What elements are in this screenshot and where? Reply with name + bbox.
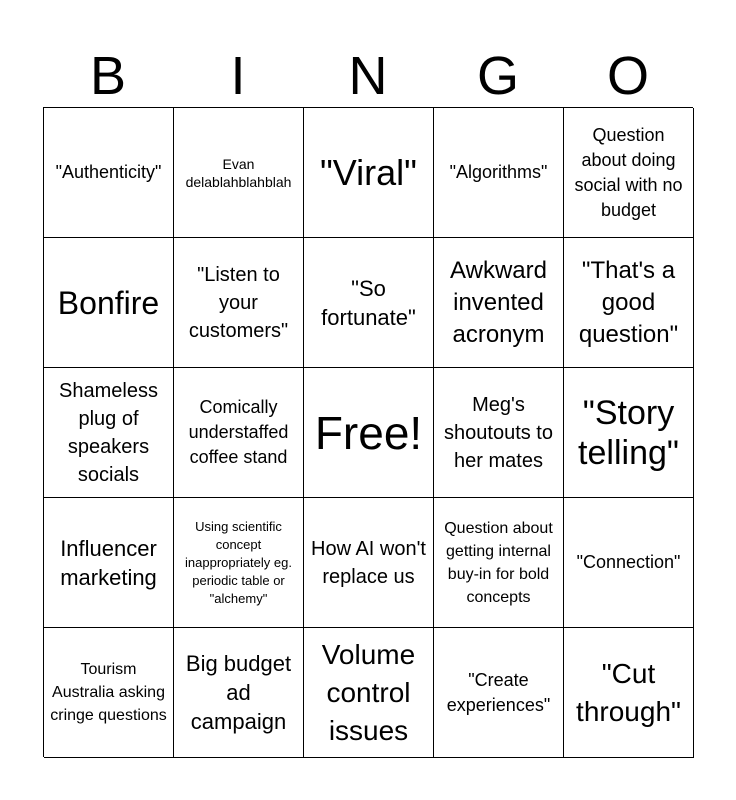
cell-text: How AI won't replace us (311, 537, 426, 588)
cell-text: Volume control issues (321, 638, 416, 746)
bingo-cell[interactable] (434, 628, 564, 758)
cell-text: Question about getting internal buy-in for bold concepts (444, 519, 553, 606)
cell-text: Meg's shoutouts to her mates (444, 393, 553, 472)
bingo-cell[interactable] (304, 498, 434, 628)
header-letter-n: N (348, 46, 388, 106)
bingo-cell[interactable] (304, 628, 434, 758)
bingo-header (43, 46, 693, 106)
cell-text: Tourism Australia asking cringe questions (50, 661, 167, 724)
bingo-cell[interactable] (304, 108, 434, 238)
bingo-cell[interactable] (174, 238, 304, 368)
cell-text: "That's a good question" (578, 256, 679, 348)
cell-text: "Authenticity" (55, 162, 162, 182)
cell-text: Question about doing social with no budget (574, 124, 683, 220)
bingo-cell[interactable] (44, 108, 174, 238)
cell-text: Bonfire (57, 284, 160, 321)
bingo-cell[interactable] (304, 238, 434, 368)
cell-text: "Listen to your customers" (188, 263, 289, 342)
cell-text: Free! (314, 406, 423, 459)
bingo-cell[interactable] (44, 628, 174, 758)
bingo-cell[interactable] (44, 238, 174, 368)
cell-text: Comically understaffed coffee stand (188, 397, 289, 467)
cell-text: Awkward invented acronym (450, 256, 547, 348)
bingo-cell[interactable] (44, 368, 174, 498)
bingo-cell[interactable] (44, 498, 174, 628)
bingo-cell[interactable] (174, 108, 304, 238)
bingo-cell[interactable] (564, 368, 694, 498)
bingo-cell[interactable] (174, 628, 304, 758)
cell-text: Using scientific concept inappropriately eg. periodic table or "alchemy" (185, 518, 292, 606)
cell-text: Evan delablahblahblah (185, 155, 292, 190)
bingo-cell[interactable] (434, 108, 564, 238)
bingo-cell[interactable] (564, 108, 694, 238)
cell-text: "Create experiences" (446, 669, 551, 715)
bingo-cell[interactable] (174, 368, 304, 498)
bingo-cell[interactable] (564, 238, 694, 368)
bingo-cell[interactable] (564, 628, 694, 758)
bingo-cell[interactable] (434, 368, 564, 498)
header-letter-b: B (89, 46, 127, 106)
cell-text: "Viral" (320, 151, 417, 193)
cell-text: "Cut through" (576, 657, 681, 727)
cell-text: Big budget ad campaign (185, 651, 292, 734)
bingo-cell[interactable] (434, 238, 564, 368)
cell-text: Shameless plug of speakers socials (59, 379, 158, 486)
bingo-cell[interactable] (174, 498, 304, 628)
cell-text: "Story telling" (578, 393, 679, 472)
cell-text: "So fortunate" (321, 275, 416, 330)
cell-text: "Connection" (576, 552, 681, 572)
bingo-grid (43, 107, 693, 757)
bingo-cell[interactable] (564, 498, 694, 628)
bingo-cell[interactable] (304, 368, 434, 498)
header-letter-o: O (606, 46, 649, 106)
cell-text: "Algorithms" (449, 162, 548, 182)
header-letter-i: I (230, 46, 246, 106)
header-letter-g: G (476, 46, 519, 106)
bingo-cell[interactable] (434, 498, 564, 628)
cell-text: Influencer marketing (60, 535, 157, 590)
